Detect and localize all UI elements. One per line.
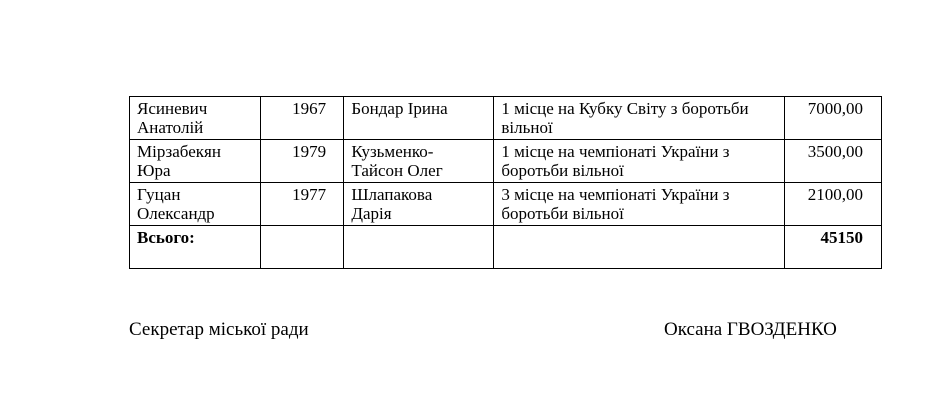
total-row bbox=[130, 226, 882, 269]
athlete-surname: Ясиневич bbox=[137, 99, 208, 118]
awards-table bbox=[129, 96, 882, 269]
athlete-name-cell bbox=[130, 183, 261, 226]
coach-name-line-2: Дарія bbox=[351, 204, 392, 223]
birth-year-cell: 1979 bbox=[260, 140, 344, 183]
coach-name: Бондар Ірина bbox=[351, 99, 448, 118]
athlete-name-cell bbox=[130, 97, 261, 140]
birth-year-cell: 1977 bbox=[260, 183, 344, 226]
total-label: Всього: bbox=[130, 226, 261, 269]
athlete-first-name: Олександр bbox=[137, 204, 215, 223]
amount-cell: 3500,00 bbox=[785, 140, 882, 183]
coach-name-line-1: Кузьменко- bbox=[351, 142, 434, 161]
table-row bbox=[130, 140, 882, 183]
coach-name-line-1: Шлапакова bbox=[351, 185, 433, 204]
empty-cell bbox=[260, 226, 344, 269]
table-row bbox=[130, 97, 882, 140]
empty-cell bbox=[344, 226, 494, 269]
table-row bbox=[130, 183, 882, 226]
athlete-first-name: Анатолій bbox=[137, 118, 204, 137]
signatory-position: Секретар міської ради bbox=[129, 319, 309, 340]
achievement-cell: 1 місце на Кубку Світу з боротьби вільної bbox=[494, 97, 785, 140]
achievement-cell: 3 місце на чемпіонаті України з боротьби вільної bbox=[494, 183, 785, 226]
athlete-first-name: Юра bbox=[137, 161, 171, 180]
athlete-surname: Гуцан bbox=[137, 185, 181, 204]
coach-cell bbox=[344, 97, 494, 140]
amount-cell: 7000,00 bbox=[785, 97, 882, 140]
coach-name-line-2: Тайсон Олег bbox=[351, 161, 443, 180]
total-value: 45150 bbox=[785, 226, 882, 269]
birth-year-cell: 1967 bbox=[260, 97, 344, 140]
empty-cell bbox=[494, 226, 785, 269]
coach-cell bbox=[344, 140, 494, 183]
signatory-name: Оксана ГВОЗДЕНКО bbox=[664, 319, 837, 340]
athlete-name-cell bbox=[130, 140, 261, 183]
coach-cell bbox=[344, 183, 494, 226]
achievement-cell: 1 місце на чемпіонаті України з боротьби вільної bbox=[494, 140, 785, 183]
amount-cell: 2100,00 bbox=[785, 183, 882, 226]
athlete-surname: Мірзабекян bbox=[137, 142, 221, 161]
